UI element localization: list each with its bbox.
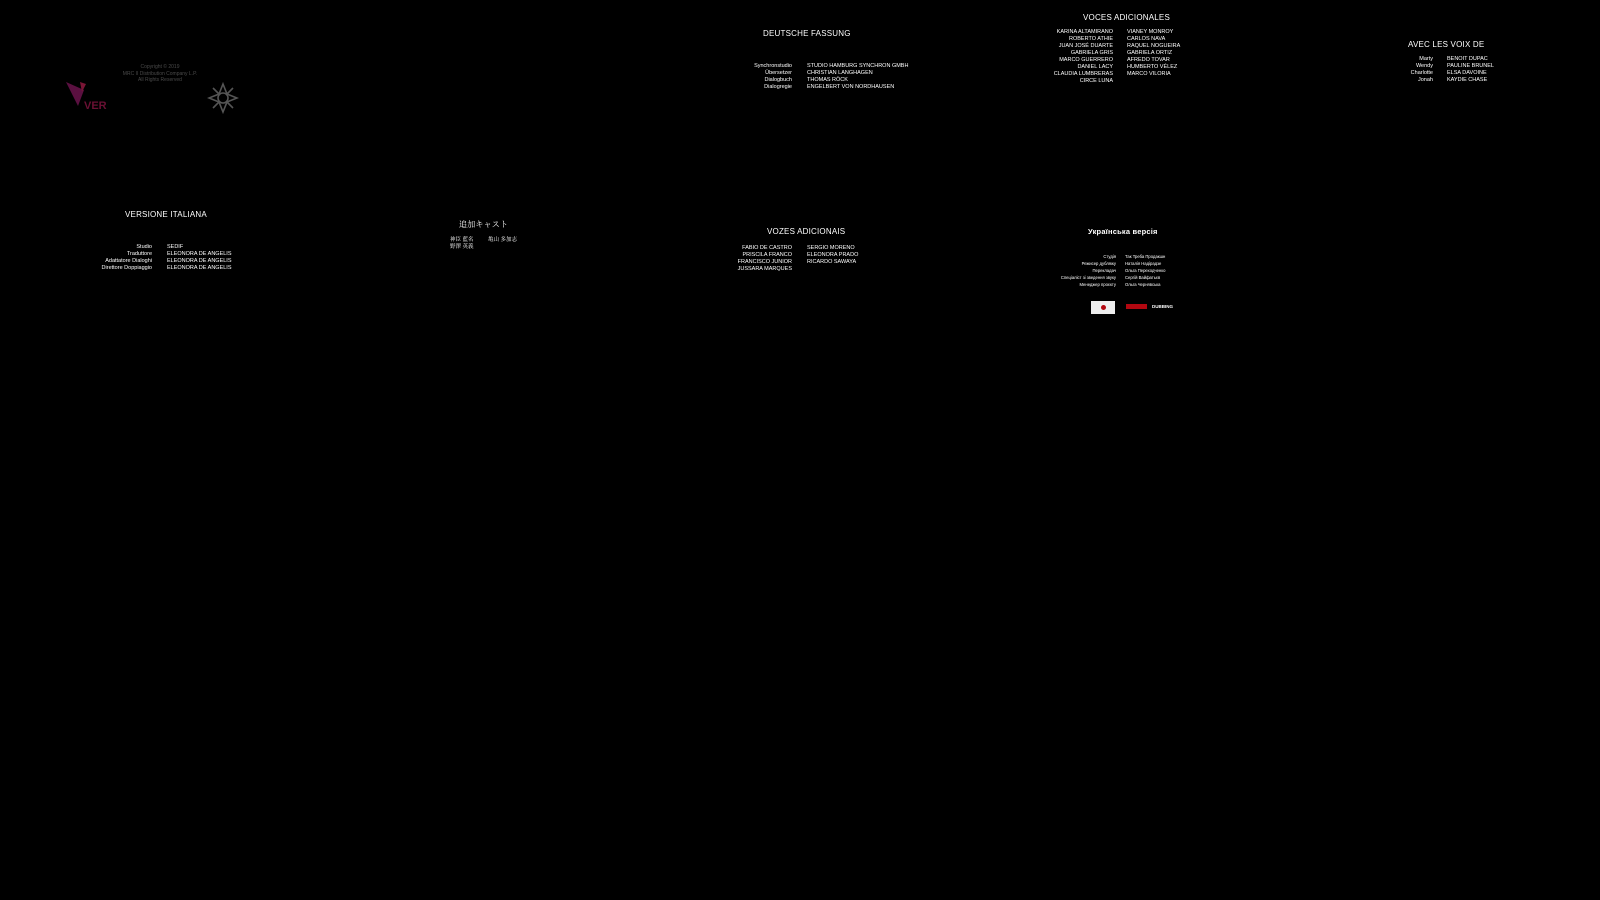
ukrainian-title: Українська версія xyxy=(1088,227,1158,236)
german-name: CHRISTIAN LANGHAGEN xyxy=(807,70,873,76)
french-title: AVEC LES VOIX DE xyxy=(1408,40,1485,49)
spanish-name-left: GABRIELA GRIS xyxy=(1070,50,1113,56)
portuguese-name-right: ELEONORA PRADO xyxy=(807,252,859,258)
german-name: ENGELBERT VON NORDHAUSEN xyxy=(807,84,895,90)
french-role: Charlotte xyxy=(1410,70,1433,76)
german-name: THOMAS RÖCK xyxy=(807,77,848,83)
ukrainian-role: Студія xyxy=(1103,254,1116,259)
german-title: DEUTSCHE FASSUNG xyxy=(763,29,851,38)
ukrainian-name: Так Треба Продакшн xyxy=(1125,254,1166,259)
ukrainian-role: Режисер дубляжу xyxy=(1081,261,1116,266)
ver-logo-text: VER xyxy=(84,100,107,112)
italian-role: Direttore Doppiaggio xyxy=(101,265,152,271)
spanish-name-right: RAQUEL NOGUEIRA xyxy=(1127,43,1181,49)
italian-name: ELEONORA DE ANGELIS xyxy=(167,258,232,264)
french-name: KAYDIE CHASE xyxy=(1447,77,1488,83)
portuguese-name-right: RICARDO SAWAYA xyxy=(807,259,857,265)
copyright-line-2: MRC II Distribution Company L.P. xyxy=(122,70,198,77)
iatse-logo xyxy=(207,82,239,114)
spanish-name-right: HUMBERTO VÉLEZ xyxy=(1127,64,1178,70)
french-name: BENOIT DUPAC xyxy=(1447,56,1488,62)
german-role: Dialogregie xyxy=(764,84,792,90)
studio-logo-box xyxy=(1091,301,1115,314)
spanish-title: VOCES ADICIONALES xyxy=(1083,13,1170,22)
german-name: STUDIO HAMBURG SYNCHRON GMBH xyxy=(807,63,909,69)
iatse-emblem-icon xyxy=(207,82,239,114)
spanish-name-right: VIANEY MONROY xyxy=(1127,29,1174,35)
french-name: PAULINE BRUNEL xyxy=(1447,63,1494,69)
netflix-logo xyxy=(1126,304,1147,309)
japanese-name-left: 野澤 英義 xyxy=(450,244,474,250)
italian-title: VERSIONE ITALIANA xyxy=(125,210,207,219)
german-role: Synchronstudio xyxy=(754,63,792,69)
french-role: Marty xyxy=(1419,56,1433,62)
spanish-name-left: MARCO GUERRERO xyxy=(1059,57,1113,63)
italian-role: Studio xyxy=(136,244,152,250)
spanish-name-right: GABRIELA ORTIZ xyxy=(1127,50,1173,56)
german-role: Übersetzer xyxy=(765,70,792,76)
italian-role: Traduttore xyxy=(126,251,152,257)
spanish-name-left: JUAN JOSÉ DUARTE xyxy=(1058,43,1113,49)
copyright-line-3: All Rights Reserved xyxy=(138,77,182,83)
italian-name: SEDIF xyxy=(167,244,184,250)
japanese-name-left: 神臣 藍名 xyxy=(450,237,474,243)
portuguese-name-left: FABIO DE CASTRO xyxy=(742,245,792,251)
french-role: Jonah xyxy=(1418,77,1433,83)
portuguese-name-left: FRANCISCO JUNIOR xyxy=(737,259,792,265)
portuguese-name-right: SERGIO MORENO xyxy=(807,245,855,251)
spanish-name-left: ROBERTO ATHIE xyxy=(1068,36,1113,42)
french-name: ELSA DAVOINE xyxy=(1447,70,1487,76)
portuguese-title: VOZES ADICIONAIS xyxy=(767,227,846,236)
portuguese-name-left: JUSSARA MARQUES xyxy=(737,266,792,272)
ukrainian-name: Ольга Чернявська xyxy=(1125,282,1161,287)
spanish-name-right: AFREDO TOVAR xyxy=(1127,57,1170,63)
french-role: Wendy xyxy=(1415,63,1433,69)
spanish-name-left: CIRCE LUNA xyxy=(1079,78,1113,84)
copyright-line-1: Copyright © 2019 xyxy=(140,64,180,70)
spanish-name-right: CARLOS NAVA xyxy=(1127,36,1166,42)
dubbing-label: DUBBING xyxy=(1152,304,1173,309)
portuguese-name-left: PRISCILA FRANCO xyxy=(742,252,792,258)
ukrainian-name: Наталія Надірадзе xyxy=(1125,261,1162,266)
studio-logo-dot-icon xyxy=(1101,305,1106,310)
italian-role: Adattatore Dialoghi xyxy=(105,258,152,264)
ukrainian-role: Перекладач xyxy=(1092,268,1116,273)
ukrainian-role: Спеціаліст зі зведення звуку xyxy=(1060,275,1116,280)
spanish-name-left: KARINA ALTAMIRANO xyxy=(1056,29,1113,35)
japanese-title: 追加キャスト xyxy=(459,220,509,229)
ukrainian-role: Менеджер проєкту xyxy=(1079,282,1116,287)
spanish-name-left: DANIEL LACY xyxy=(1077,64,1113,70)
spanish-name-right: MARCO VILORIA xyxy=(1127,71,1171,77)
ver-logo xyxy=(62,80,112,114)
japanese-name-right: 亀山 多加志 xyxy=(488,237,518,243)
spanish-name-left: CLAUDIA LUMBRERAS xyxy=(1053,71,1113,77)
ukrainian-name: Ольга Переходченко xyxy=(1125,268,1166,273)
italian-name: ELEONORA DE ANGELIS xyxy=(167,251,232,257)
german-role: Dialogbuch xyxy=(764,77,792,83)
italian-name: ELEONORA DE ANGELIS xyxy=(167,265,232,271)
ukrainian-name: Сергій Вайфатьєв xyxy=(1125,275,1161,280)
